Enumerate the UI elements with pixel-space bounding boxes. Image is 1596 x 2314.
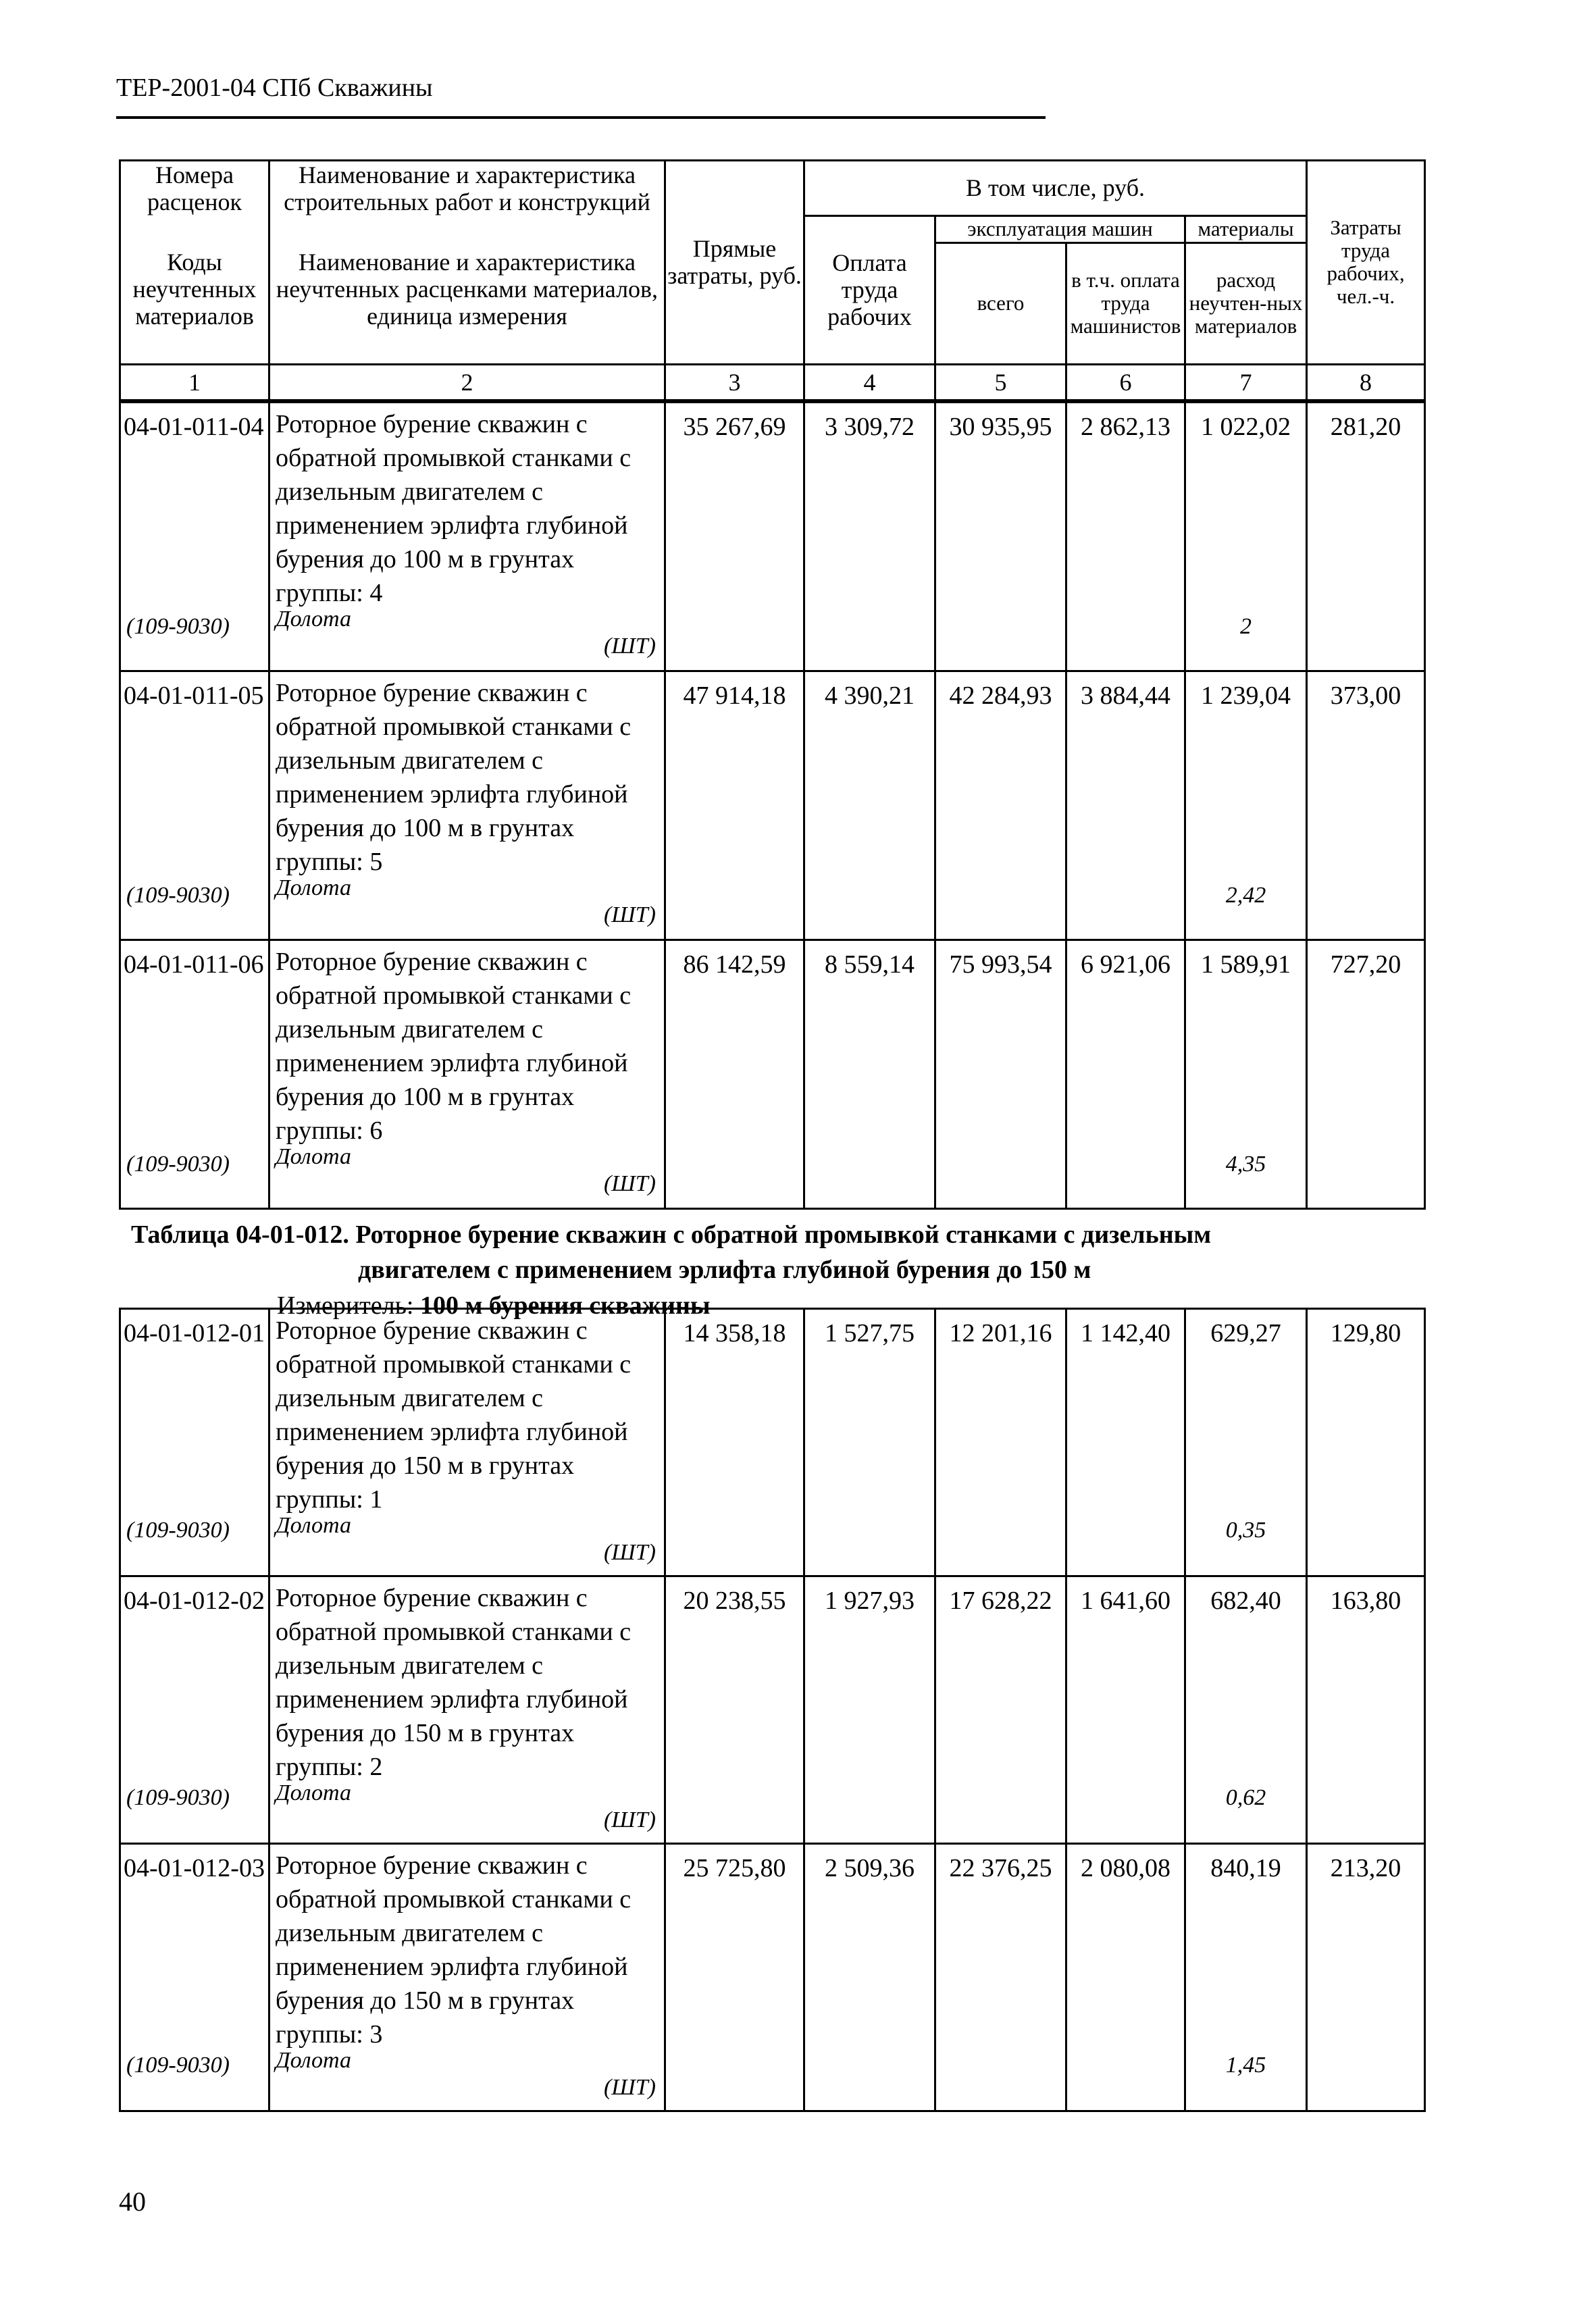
material-name: Долота: [276, 1780, 351, 1805]
worker-pay: 1 527,75: [804, 1309, 935, 1576]
table-header: [119, 159, 1426, 401]
table-04-01-011: [119, 401, 1426, 1210]
machinist-pay: 3 884,44: [1066, 671, 1185, 940]
materials-cell: [1185, 671, 1307, 940]
rate-code-cell: [120, 1309, 269, 1576]
header-machinist-pay: в т.ч. оплата труда машинистов: [1066, 242, 1185, 364]
table-04-01-012: [119, 1308, 1426, 2112]
header-rule: [116, 116, 1046, 119]
col-number: 1: [120, 364, 269, 400]
machinist-pay: 2 862,13: [1066, 403, 1185, 671]
materials-cell: [1185, 1844, 1307, 2111]
material-name: Долота: [276, 1513, 351, 1538]
col-number: 7: [1185, 364, 1307, 400]
direct-costs: 47 914,18: [665, 671, 804, 940]
material-name: Долота: [276, 607, 351, 632]
header-including: В том числе, руб.: [804, 161, 1307, 216]
work-description-cell: [269, 1844, 665, 2111]
labor-hours: 281,20: [1307, 403, 1425, 671]
header-work-name: Наименование и характеристика строительных работ и конструкций: [269, 161, 665, 216]
col-number: 6: [1066, 364, 1185, 400]
materials-cost: 1 589,91: [1201, 950, 1291, 979]
material-quantity: 0,35: [1225, 1518, 1266, 1543]
header-rate-numbers: Номера расценок: [120, 161, 269, 216]
header-labor-hours: Затраты труда рабочих, чел.-ч.: [1307, 161, 1425, 365]
material-name: Долота: [276, 2048, 351, 2073]
work-description-cell: [269, 1309, 665, 1576]
materials-cell: [1185, 940, 1307, 1209]
labor-hours: 727,20: [1307, 940, 1425, 1209]
worker-pay: 8 559,14: [804, 940, 935, 1209]
section-title-line1: Таблица 04-01-012. Роторное бурение скважин с обратной промывкой станками с дизельным: [131, 1220, 1212, 1249]
material-quantity: 0,62: [1225, 1785, 1266, 1810]
section-title-line2: двигателем с применением эрлифта глубиной бурения до 150 м: [358, 1256, 1091, 1284]
worker-pay: 1 927,93: [804, 1576, 935, 1844]
machines-total: 75 993,54: [935, 940, 1066, 1209]
page-number: 40: [119, 2186, 146, 2217]
work-description-cell: [269, 940, 665, 1209]
rate-code-cell: [120, 671, 269, 940]
rate-code: 04-01-011-05: [124, 682, 264, 710]
machines-total: 30 935,95: [935, 403, 1066, 671]
material-quantity: 2,42: [1225, 883, 1266, 908]
rate-code: 04-01-012-02: [124, 1587, 265, 1615]
section-title: [122, 1217, 1310, 1287]
machines-total: 12 201,16: [935, 1309, 1066, 1576]
header-direct-costs: Прямые затраты, руб.: [665, 161, 804, 365]
machines-total: 42 284,93: [935, 671, 1066, 940]
header-machines-total: всего: [935, 242, 1066, 364]
direct-costs: 35 267,69: [665, 403, 804, 671]
worker-pay: 3 309,72: [804, 403, 935, 671]
material-unit: (ШТ): [603, 634, 656, 659]
material-name: Долота: [276, 1144, 351, 1169]
table-row: [120, 1844, 1425, 2111]
machines-total: 22 376,25: [935, 1844, 1066, 2111]
material-code: (109-9030): [126, 1152, 230, 1177]
direct-costs: 20 238,55: [665, 1576, 804, 1844]
machinist-pay: 6 921,06: [1066, 940, 1185, 1209]
material-quantity: 4,35: [1225, 1152, 1266, 1177]
materials-cost: 840,19: [1210, 1854, 1281, 1882]
material-unit: (ШТ): [603, 902, 656, 927]
page-header: ТЕР-2001-04 СПб Скважины: [116, 74, 433, 102]
work-description-cell: [269, 403, 665, 671]
rate-code: 04-01-012-03: [124, 1854, 265, 1882]
worker-pay: 2 509,36: [804, 1844, 935, 2111]
measure-label: Измеритель:: [277, 1291, 414, 1320]
materials-cost: 1 022,02: [1201, 413, 1291, 441]
labor-hours: 213,20: [1307, 1844, 1425, 2111]
table-row: [120, 403, 1425, 671]
worker-pay: 4 390,21: [804, 671, 935, 940]
rate-code-cell: [120, 940, 269, 1209]
material-code: (109-9030): [126, 1518, 230, 1543]
rate-code: 04-01-012-01: [124, 1319, 265, 1347]
work-description: Роторное бурение скважин с обратной промывкой станками с дизельным двигателем с применением эрлифта глубиной бурения до 100 м в грунтах группы: 5: [276, 679, 632, 876]
header-materials: материалы: [1185, 215, 1307, 242]
col-number: 8: [1307, 364, 1425, 400]
materials-cell: [1185, 403, 1307, 671]
material-quantity: 1,45: [1225, 2053, 1266, 2078]
header-material-name: Наименование и характеристика неучтенных расценками материалов, единица измерения: [269, 215, 665, 364]
table-row: [120, 1576, 1425, 1844]
material-unit: (ШТ): [603, 1171, 656, 1196]
work-description: Роторное бурение скважин с обратной промывкой станками с дизельным двигателем с применением эрлифта глубиной бурения до 150 м в грунтах группы: 2: [276, 1584, 632, 1781]
rate-code-cell: [120, 1576, 269, 1844]
materials-cost: 682,40: [1210, 1587, 1281, 1615]
machinist-pay: 1 142,40: [1066, 1309, 1185, 1576]
material-unit: (ШТ): [603, 2075, 656, 2100]
material-quantity: 2: [1240, 614, 1252, 639]
materials-cost: 629,27: [1210, 1319, 1281, 1347]
direct-costs: 14 358,18: [665, 1309, 804, 1576]
rate-code-cell: [120, 1844, 269, 2111]
labor-hours: 373,00: [1307, 671, 1425, 940]
work-description-cell: [269, 1576, 665, 1844]
col-number: 2: [269, 364, 665, 400]
table-row: [120, 671, 1425, 940]
material-code: (109-9030): [126, 883, 230, 908]
material-unit: (ШТ): [603, 1807, 656, 1832]
labor-hours: 129,80: [1307, 1309, 1425, 1576]
work-description: Роторное бурение скважин с обратной промывкой станками с дизельным двигателем с применением эрлифта глубиной бурения до 150 м в грунтах группы: 3: [276, 1851, 632, 2049]
measure-value: 100 м бурения скважины: [420, 1291, 711, 1320]
material-code: (109-9030): [126, 614, 230, 639]
col-number: 5: [935, 364, 1066, 400]
direct-costs: 86 142,59: [665, 940, 804, 1209]
header-material-codes: Коды неучтенных материалов: [120, 215, 269, 364]
work-description: Роторное бурение скважин с обратной промывкой станками с дизельным двигателем с применением эрлифта глубиной бурения до 150 м в грунтах группы: 1: [276, 1316, 632, 1514]
material-unit: (ШТ): [603, 1540, 656, 1565]
header-machine-operation: эксплуатация машин: [935, 215, 1185, 242]
materials-cell: [1185, 1309, 1307, 1576]
table-row: [120, 940, 1425, 1209]
materials-cell: [1185, 1576, 1307, 1844]
machinist-pay: 1 641,60: [1066, 1576, 1185, 1844]
col-number: 4: [804, 364, 935, 400]
material-code: (109-9030): [126, 1785, 230, 1810]
header-unaccounted-materials: расход неучтен-ных материалов: [1185, 242, 1307, 364]
work-description-cell: [269, 671, 665, 940]
material-code: (109-9030): [126, 2053, 230, 2078]
header-worker-pay: Оплата труда рабочих: [804, 215, 935, 364]
rate-code: 04-01-011-04: [124, 413, 264, 441]
rate-code-cell: [120, 403, 269, 671]
work-description: Роторное бурение скважин с обратной промывкой станками с дизельным двигателем с применением эрлифта глубиной бурения до 100 м в грунтах группы: 4: [276, 410, 632, 607]
machinist-pay: 2 080,08: [1066, 1844, 1185, 2111]
materials-cost: 1 239,04: [1201, 682, 1291, 710]
rate-code: 04-01-011-06: [124, 950, 264, 979]
table-row: [120, 1309, 1425, 1576]
labor-hours: 163,80: [1307, 1576, 1425, 1844]
col-number: 3: [665, 364, 804, 400]
material-name: Долота: [276, 875, 351, 900]
work-description: Роторное бурение скважин с обратной промывкой станками с дизельным двигателем с применением эрлифта глубиной бурения до 100 м в грунтах группы: 6: [276, 948, 632, 1145]
machines-total: 17 628,22: [935, 1576, 1066, 1844]
direct-costs: 25 725,80: [665, 1844, 804, 2111]
